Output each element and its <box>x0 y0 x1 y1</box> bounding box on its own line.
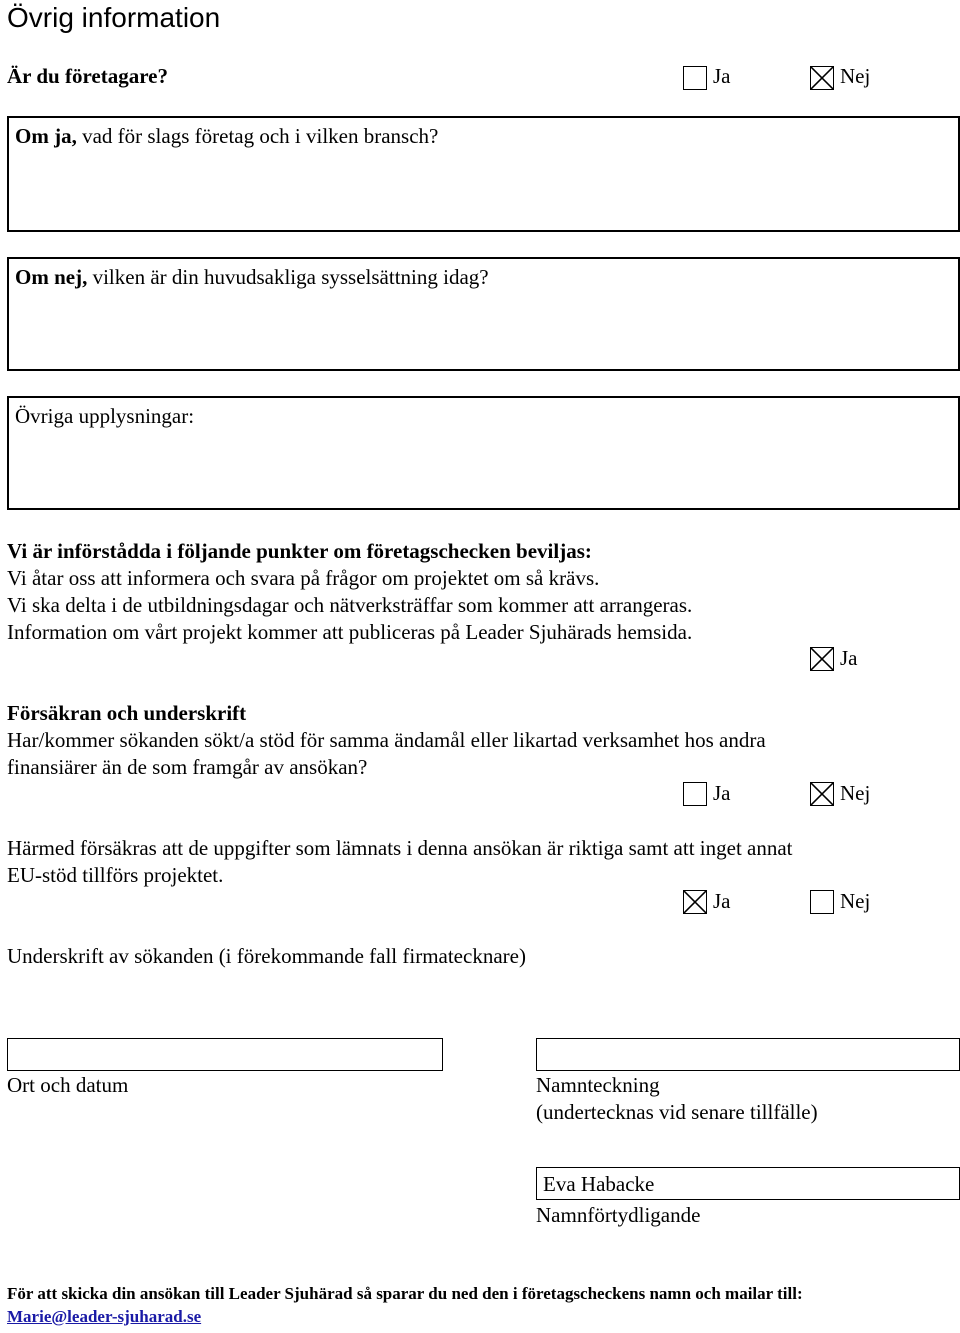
punkter-line-2: Vi ska delta i de utbildningsdagar och nätverksträffar som kommer att arrangeras. <box>7 593 693 617</box>
foretagare-nej-label: Nej <box>840 64 871 88</box>
namnteckning-label: Namnteckning <box>536 1073 660 1097</box>
om-nej-textarea[interactable] <box>7 257 960 371</box>
om-ja-textarea[interactable] <box>7 116 960 232</box>
om-nej-label: Om nej, vilken är din huvudsakliga sysselsättning idag? <box>15 265 489 289</box>
forsakran-q1-ja-label: Ja <box>713 781 731 805</box>
forsakran-q2-nej-checkbox[interactable] <box>810 890 834 914</box>
namnfortydligande-label: Namnförtydligande <box>536 1203 701 1227</box>
foretagare-ja-label: Ja <box>713 64 731 88</box>
forsakran-q2-line2: EU-stöd tillförs projektet. <box>7 863 224 887</box>
punkter-heading: Vi är införstådda i följande punkter om företagschecken beviljas: <box>7 539 592 563</box>
ort-datum-label: Ort och datum <box>7 1073 129 1097</box>
namnteckning-field[interactable] <box>536 1038 960 1071</box>
punkter-ja-label: Ja <box>840 646 858 670</box>
ovriga-upplysningar-label: Övriga upplysningar: <box>15 404 195 428</box>
underskrift-label: Underskrift av sökanden (i förekommande fall firmatecknare) <box>7 944 526 968</box>
section-title: Övrig information <box>7 2 221 33</box>
foretagare-ja-checkbox[interactable] <box>683 66 707 90</box>
check-x-icon <box>811 67 833 89</box>
forsakran-q2-ja-label: Ja <box>713 889 731 913</box>
punkter-line-3: Information om vårt projekt kommer att publiceras på Leader Sjuhärads hemsida. <box>7 620 693 644</box>
forsakran-q2-ja-checkbox[interactable] <box>683 890 707 914</box>
forsakran-q1-ja-checkbox[interactable] <box>683 782 707 806</box>
ort-datum-field[interactable] <box>7 1038 443 1071</box>
check-x-icon <box>684 891 706 913</box>
forsakran-q2-nej-label: Nej <box>840 889 871 913</box>
forsakran-q1-line2: finansiärer än de som framgår av ansökan? <box>7 755 368 779</box>
punkter-line-1: Vi åtar oss att informera och svara på frågor om projektet om så krävs. <box>7 566 600 590</box>
namnfortydligande-value: Eva Habacke <box>543 1172 655 1196</box>
namnfortydligande-field[interactable] <box>536 1167 960 1200</box>
footer-text: För att skicka din ansökan till Leader Sjuhärad så sparar du ned den i företagscheckens namn och mailar till: <box>7 1284 803 1303</box>
forsakran-q2-line1: Härmed försäkras att de uppgifter som lämnats i denna ansökan är riktiga samt att inget annat <box>7 836 793 860</box>
forsakran-q1-line1: Har/kommer sökanden sökt/a stöd för samma ändamål eller likartad verksamhet hos andra <box>7 728 766 752</box>
forsakran-q1-nej-label: Nej <box>840 781 871 805</box>
forsakran-heading: Försäkran och underskrift <box>7 701 247 725</box>
foretagare-question: Är du företagare? <box>7 64 168 88</box>
foretagare-nej-checkbox[interactable] <box>810 66 834 90</box>
namnteckning-sub: (undertecknas vid senare tillfälle) <box>536 1100 818 1124</box>
ovriga-upplysningar-textarea[interactable] <box>7 396 960 510</box>
footer-email-link[interactable]: Marie@leader-sjuharad.se <box>7 1307 202 1326</box>
check-x-icon <box>811 783 833 805</box>
forsakran-q1-nej-checkbox[interactable] <box>810 782 834 806</box>
om-ja-label: Om ja, vad för slags företag och i vilken bransch? <box>15 124 439 148</box>
punkter-ja-checkbox[interactable] <box>810 647 834 671</box>
check-x-icon <box>811 648 833 670</box>
